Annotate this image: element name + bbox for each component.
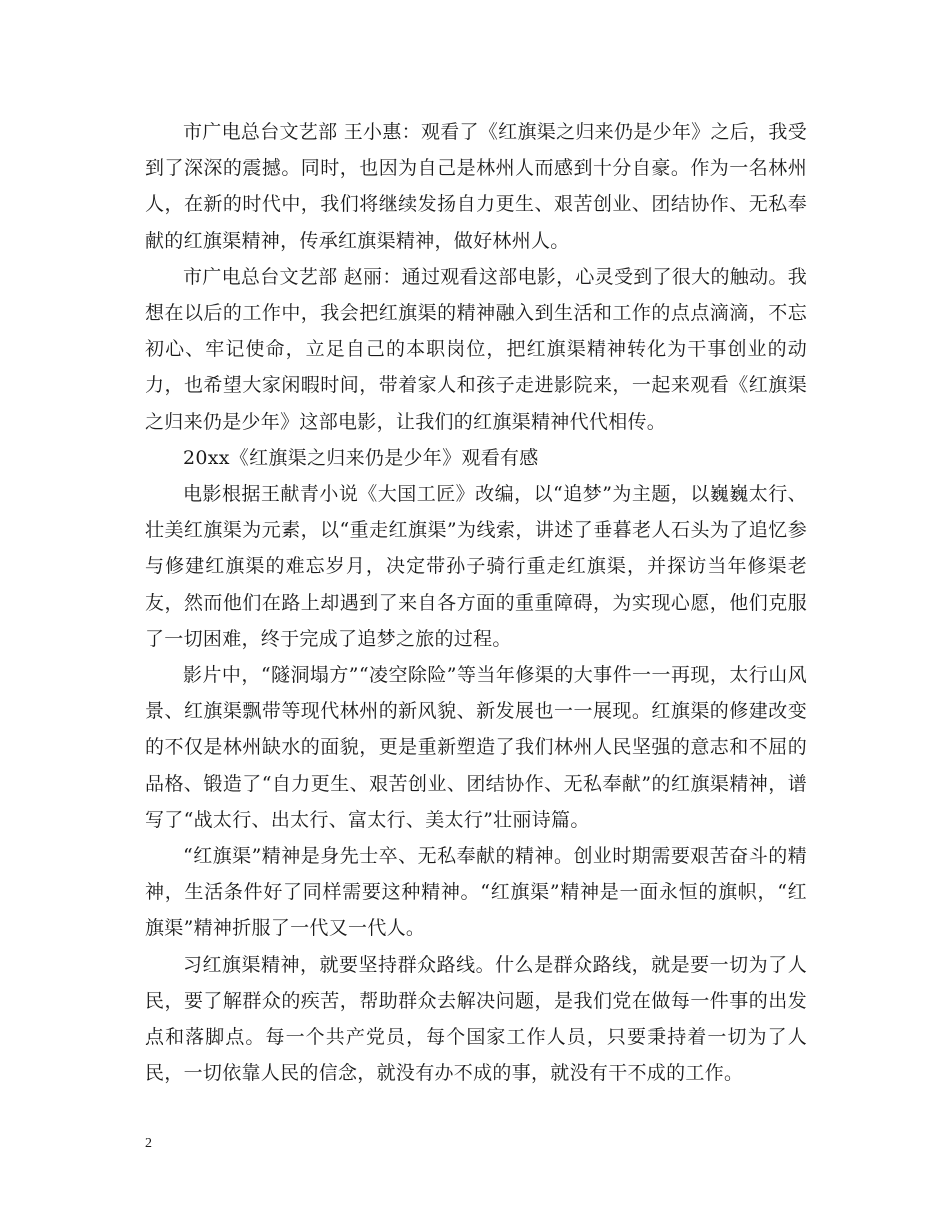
document-body bbox=[145, 114, 807, 1091]
paragraph-film-scenes: 影片中，“隧洞塌方”“凌空除险”等当年修渠的大事件一一再现，太行山风景、红旗渠飘带等现代林州的新风貌、新发展也一一展现。红旗渠的修建改变的不仅是林州缺水的面貌，更是重新塑造了我们林州人民坚强的意志和不屈的品格、锻造了“自力更生、艰苦创业、团结协作、无私奉献”的红旗渠精神，谱写了“战太行、出太行、富太行、美太行”壮丽诗篇。 bbox=[145, 664, 807, 831]
paragraph-wang-xiaohui: 市广电总台文艺部 王小惠：观看了《红旗渠之归来仍是少年》之后，我受到了深深的震撼。同时，也因为自己是林州人而感到十分自豪。作为一名林州人，在新的时代中，我们将继续发扬自力更生、艰苦创业、团结协作、无私奉献的红旗渠精神，传承红旗渠精神，做好林州人。 bbox=[145, 121, 807, 252]
paragraph-mass-line: 习红旗渠精神，就要坚持群众路线。什么是群众路线，就是要一切为了人民，要了解群众的疾苦，帮助群众去解决问题，是我们党在做每一件事的出发点和落脚点。每一个共产党员，每个国家工作人员，只要秉持着一切为了人民，一切依靠人民的信念，就没有办不成的事，就没有干不成的工作。 bbox=[145, 953, 807, 1085]
paragraph-spirit: “红旗渠”精神是身先士卒、无私奉献的精神。创业时期需要艰苦奋斗的精神，生活条件好了同样需要这种精神。“红旗渠”精神是一面永恒的旗帜，“红旗渠”精神折服了一代又一代人。 bbox=[145, 845, 807, 940]
paragraph-zhao-li: 市广电总台文艺部 赵丽：通过观看这部电影，心灵受到了很大的触动。我想在以后的工作中，我会把红旗渠的精神融入到生活和工作的点点滴滴，不忘初心、牢记使命，立足自己的本职岗位，把红旗渠精神转化为干事创业的动力，也希望大家闲暇时间，带着家人和孩子走进影院来，一起来观看《红旗渠之归来仍是少年》这部电影，让我们的红旗渠精神代代相传。 bbox=[145, 265, 807, 433]
paragraph-film-synopsis: 电影根据王献青小说《大国工匠》改编，以“追梦”为主题，以巍巍太行、壮美红旗渠为元素，以“重走红旗渠”为线索，讲述了垂暮老人石头为了追忆参与修建红旗渠的难忘岁月，决定带孙子骑行重走红旗渠，并探访当年修渠老友，然而他们在路上却遇到了来自各方面的重重障碍，为实现心愿，他们克服了一切困难，终于完成了追梦之旅的过程。 bbox=[145, 483, 807, 650]
page-number: 2 bbox=[145, 1136, 152, 1151]
section-heading: 20xx《红旗渠之归来仍是少年》观看有感 bbox=[183, 446, 539, 469]
